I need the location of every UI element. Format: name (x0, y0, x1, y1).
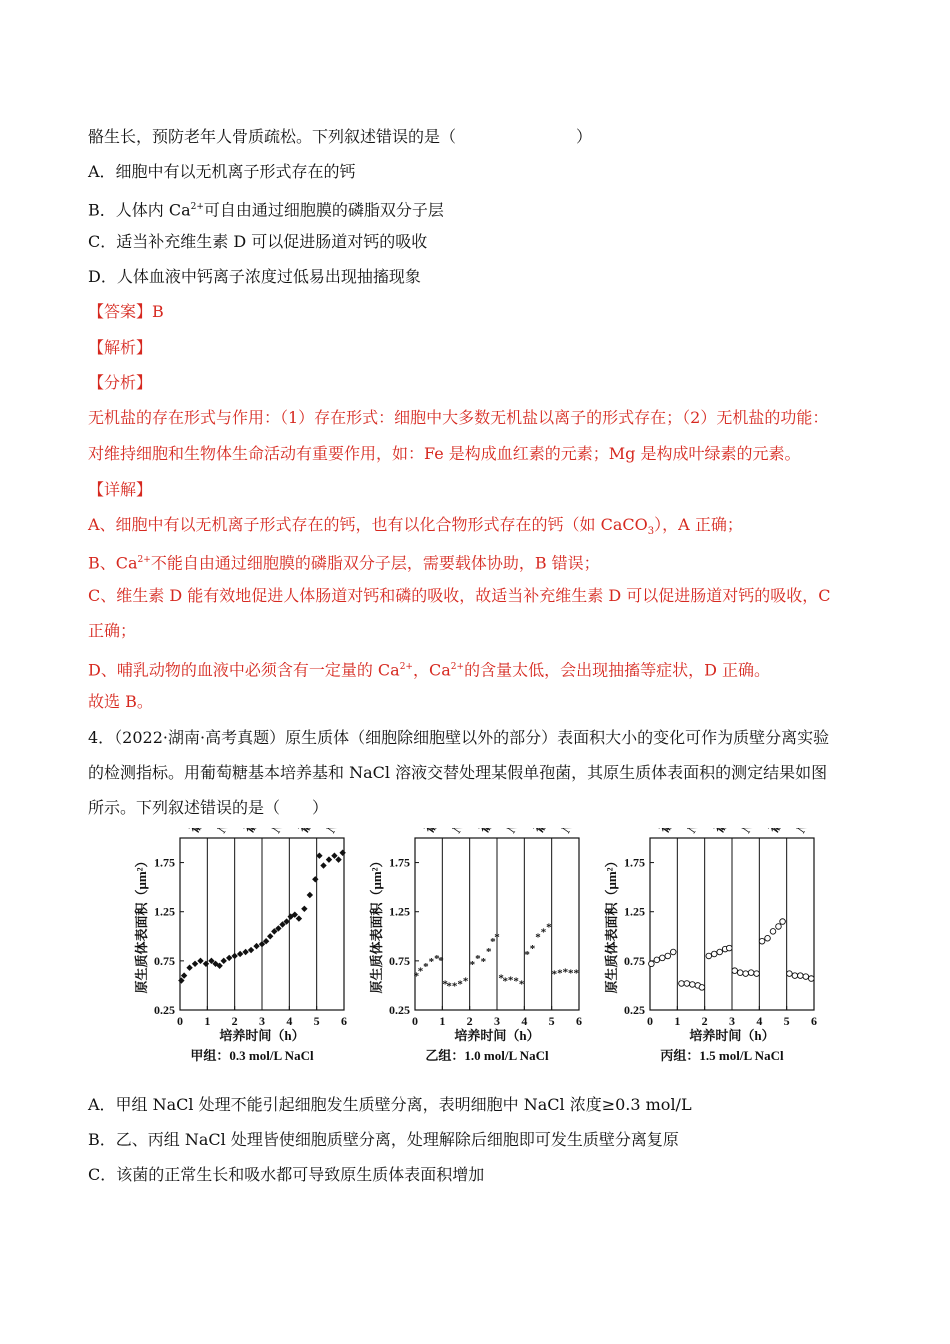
analysis-label: 【解析】 (88, 338, 153, 357)
data-point (699, 985, 705, 991)
x-tick-label: 3 (729, 1014, 735, 1028)
phase-label (214, 828, 243, 836)
q3-stem-paren: ） (576, 127, 593, 146)
y-tick-label: 0.25 (154, 1003, 175, 1017)
x-tick-label: 0 (647, 1014, 653, 1028)
data-point: * (462, 975, 469, 988)
data-point: * (490, 936, 496, 949)
data-point: * (417, 965, 424, 978)
data-point (690, 982, 696, 988)
data-point (726, 945, 732, 951)
phase-label (684, 828, 713, 836)
x-tick-label: 1 (204, 1014, 211, 1028)
x-tick-label: 1 (439, 1014, 446, 1028)
data-point (765, 935, 771, 941)
data-point (221, 958, 227, 964)
y-tick-label: 1.75 (154, 855, 175, 870)
data-point: * (513, 975, 519, 988)
data-point (732, 968, 738, 974)
phase-label (558, 828, 587, 836)
y-tick-label: 0.25 (389, 1003, 410, 1017)
q3-option-c: C．适当补充维生素 D 可以促进肠道对钙的吸收 (88, 232, 428, 251)
detail-a-post: ），A 正确； (654, 515, 743, 534)
q3-option-b-pre: B．人体内 Ca (88, 200, 191, 220)
x-tick-label: 3 (259, 1014, 265, 1028)
x-tick-label: 5 (783, 1014, 790, 1028)
data-point (706, 953, 712, 959)
data-point (776, 924, 782, 930)
data-point (660, 955, 666, 961)
detail-d-pre: D、哺乳动物的血液中必须含有一定量的 Ca (88, 660, 400, 680)
y-tick-label: 1.75 (624, 855, 645, 870)
y-tick-label: 1.75 (389, 855, 410, 870)
data-point (803, 974, 809, 980)
data-point: * (413, 970, 420, 983)
q4-option-b: B．乙、丙组 NaCl 处理皆使细胞质壁分离，处理解除后细胞即可发生质壁分离复原 (88, 1130, 679, 1149)
q4-stem-line-3: 所示。下列叙述错误的是（ ） (88, 798, 329, 817)
q4-option-a: A．甲组 NaCl 处理不能引起细胞发生质壁分离，表明细胞中 NaCl 浓度≥0.3 mol/L (88, 1095, 692, 1114)
data-point: * (480, 955, 487, 968)
phase-label (449, 828, 478, 836)
x-axis-label: 培养时间（h） (219, 1028, 305, 1043)
data-point (186, 965, 192, 971)
data-point (649, 961, 655, 967)
data-point (770, 929, 776, 935)
chart-caption: 乙组：1.0 mol/L NaCl (425, 1048, 549, 1063)
data-point: * (442, 978, 448, 991)
q3-option-b-sup: 2+ (190, 202, 204, 212)
data-point (787, 971, 793, 977)
data-point (326, 856, 332, 862)
data-point (684, 981, 690, 987)
y-tick-label: 0.75 (389, 953, 410, 968)
phase-label (793, 828, 822, 836)
phase-label (323, 828, 352, 836)
fenxi-line-1: 无机盐的存在形式与作用：（1）存在形式：细胞中大多数无机盐以离子的形式存在；（2）无机盐的功能： (88, 408, 829, 427)
data-point (780, 919, 786, 925)
data-point (679, 981, 685, 987)
chart-caption: 甲组：0.3 mol/L NaCl (190, 1048, 314, 1063)
data-point (331, 852, 337, 858)
data-point (737, 970, 743, 976)
data-point (670, 949, 676, 955)
data-point (242, 949, 248, 955)
data-point: * (573, 967, 580, 980)
x-tick-label: 4 (521, 1014, 528, 1028)
data-point (798, 973, 804, 979)
y-tick-label: 0.25 (624, 1003, 645, 1017)
q3-option-d: D．人体血液中钙离子浓度过低易出现抽搐现象 (88, 267, 421, 286)
data-point (717, 949, 723, 955)
detail-b-sup: 2+ (137, 555, 151, 565)
data-point (748, 970, 754, 976)
phase-label (269, 828, 298, 836)
data-point: * (540, 926, 547, 939)
data-point (339, 850, 345, 856)
data-point: * (507, 974, 514, 987)
data-point (754, 971, 760, 977)
q4-stem-line-1: 4．（2022·湖南·高考真题）原生质体（细胞除细胞壁以外的部分）表面积大小的变化可作为质壁分离实验 (88, 728, 830, 747)
x-tick-label: 6 (341, 1014, 347, 1028)
data-point: * (486, 946, 492, 959)
data-point (192, 961, 198, 967)
data-point (808, 976, 814, 982)
y-tick-label: 0.75 (154, 953, 175, 968)
data-point (759, 938, 765, 944)
data-point: * (529, 943, 536, 956)
detail-d-sup: 2+ (399, 662, 413, 672)
data-point: * (494, 931, 500, 944)
data-point: * (535, 931, 541, 944)
detail-d-post: 的含量太低，会出现抽搐等症状，D 正确。 (464, 660, 770, 680)
data-point: * (557, 967, 563, 980)
q4-option-c: C．该菌的正常生长和吸水都可导致原生质体表面积增加 (88, 1165, 485, 1184)
detail-label: 【详解】 (88, 480, 153, 499)
data-point: * (451, 980, 458, 993)
detail-a-sub: 3 (647, 526, 655, 538)
data-point (203, 961, 209, 967)
y-tick-label: 1.25 (154, 904, 175, 919)
detail-c-line-1: C、维生素 D 能有效地促进人体肠道对钙和磷的吸收，故适当补充维生素 D 可以促进肠道对钙的吸收，C (88, 586, 831, 605)
x-tick-label: 4 (286, 1014, 293, 1028)
data-point: * (518, 978, 525, 991)
data-point (197, 958, 203, 964)
chart-caption: 丙组：1.5 mol/L NaCl (660, 1048, 784, 1063)
data-point (253, 943, 259, 949)
fenxi-label: 【分析】 (88, 373, 153, 392)
y-axis-label: 原生质体表面积（μm²） (604, 854, 619, 994)
detail-a-pre: A、细胞中有以无机离子形式存在的钙，也有以化合物形式存在的钙（如 CaCO (88, 515, 648, 534)
data-point (296, 915, 302, 921)
data-point: * (562, 966, 569, 979)
data-point (237, 951, 243, 957)
q3-answer (88, 301, 164, 323)
data-point (335, 856, 341, 862)
fenxi-line-2: 对维持细胞和生物体生命活动有重要作用，如：Fe 是构成血红素的元素；Mg 是构成叶绿素的元素。 (88, 444, 801, 463)
x-tick-label: 6 (811, 1014, 817, 1028)
y-tick-label: 1.25 (389, 904, 410, 919)
q3-option-b (88, 196, 444, 221)
detail-b-post: 不能自由通过细胞膜的磷脂双分子层，需要载体协助，B 错误； (150, 553, 600, 573)
x-tick-label: 2 (466, 1014, 473, 1028)
data-point (792, 973, 798, 979)
q3-stem-tail (88, 126, 592, 148)
x-tick-label: 4 (756, 1014, 763, 1028)
data-point (307, 892, 313, 898)
detail-d-sup2: 2+ (450, 662, 465, 672)
y-tick-label: 1.25 (624, 904, 645, 919)
q3-option-b-post: 可自由通过细胞膜的磷脂双分子层 (203, 200, 444, 220)
x-tick-label: 0 (412, 1014, 418, 1028)
q3-stem-text: 骼生长，预防老年人骨质疏松。下列叙述错误的是（ (88, 127, 457, 146)
data-point: * (428, 955, 435, 968)
detail-a (88, 514, 743, 543)
data-point (226, 955, 232, 961)
data-point: * (475, 952, 481, 965)
detail-b (88, 549, 600, 574)
conclusion: 故选 B。 (88, 692, 153, 711)
x-tick-label: 1 (674, 1014, 681, 1028)
data-point (231, 953, 237, 959)
data-point (320, 862, 326, 868)
data-point (665, 953, 671, 959)
data-point: * (457, 978, 463, 991)
x-tick-label: 6 (576, 1014, 582, 1028)
x-tick-label: 0 (177, 1014, 183, 1028)
data-point: * (524, 948, 530, 961)
q4-stem-line-2: 的检测指标。用葡萄糖基本培养基和 NaCl 溶液交替处理某假单孢菌，其原生质体表面积的测定结果如图 (88, 763, 828, 782)
data-point: * (498, 972, 504, 985)
detail-d-mid: ，Ca (412, 660, 451, 680)
data-point: * (469, 958, 476, 971)
data-point (312, 876, 318, 882)
detail-c-line-2: 正确； (88, 621, 137, 640)
data-point (301, 906, 307, 912)
data-point: * (502, 975, 508, 988)
data-point (248, 947, 254, 953)
x-axis-label: 培养时间（h） (689, 1028, 775, 1043)
data-point (711, 951, 717, 957)
data-point (654, 957, 660, 963)
data-point: * (446, 980, 452, 993)
data-point: * (438, 954, 444, 967)
x-axis-label: 培养时间（h） (454, 1028, 540, 1043)
detail-d (88, 656, 770, 681)
answer-label: 【答案】 (88, 302, 153, 321)
y-tick-label: 0.75 (624, 953, 645, 968)
y-axis-label: 原生质体表面积（μm²） (369, 854, 384, 994)
x-tick-label: 3 (494, 1014, 500, 1028)
q4-figure (128, 828, 828, 1070)
phase-label (504, 828, 533, 836)
chart-panel-1 (134, 828, 352, 1063)
q3-option-a: A．细胞中有以无机离子形式存在的钙 (88, 162, 356, 181)
chart-panel-3 (604, 828, 822, 1063)
q4-figure-svg (128, 828, 828, 1066)
data-point (743, 971, 749, 977)
data-point (267, 933, 273, 939)
phase-label (739, 828, 768, 836)
data-point: * (551, 968, 558, 981)
data-point: * (568, 967, 574, 980)
x-tick-label: 2 (231, 1014, 238, 1028)
data-point: * (434, 952, 440, 965)
x-tick-label: 5 (313, 1014, 320, 1028)
data-point: * (423, 960, 429, 973)
chart-panel-2 (369, 828, 587, 1063)
x-tick-label: 5 (548, 1014, 555, 1028)
data-point: * (546, 921, 552, 934)
answer-value: B (152, 302, 164, 321)
detail-b-pre: B、Ca (88, 553, 138, 573)
y-axis-label: 原生质体表面积（μm²） (134, 854, 149, 994)
x-tick-label: 2 (701, 1014, 708, 1028)
